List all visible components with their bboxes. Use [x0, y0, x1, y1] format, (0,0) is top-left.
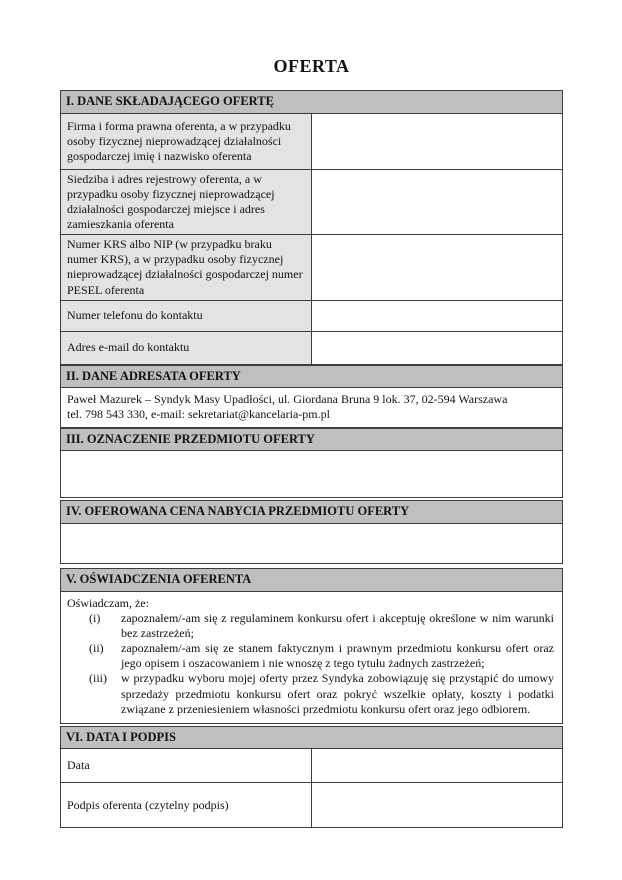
section-vi-header: VI. DATA I PODPIS [61, 726, 563, 749]
field-label-telefon: Numer telefonu do kontaktu [61, 300, 312, 331]
section-vi-table [60, 726, 563, 829]
declaration-item [67, 671, 556, 716]
field-value-podpis[interactable] [312, 783, 563, 828]
declaration-marker: (i) [89, 610, 101, 625]
addressee-line-1: Paweł Mazurek – Syndyk Masy Upadłości, ul. Giordana Bruna 9 lok. 37, 02-594 Warszawa [67, 392, 508, 407]
field-value-firma[interactable] [312, 113, 563, 169]
section-iii-header: III. OZNACZENIE PRZEDMIOTU OFERTY [61, 428, 563, 451]
section-i-table [60, 90, 563, 365]
field-label-firma: Firma i forma prawna oferenta, a w przypadku osoby fizycznej nieprowadzącej działalności gospodarczej imię i nazwisko oferenta [61, 113, 312, 169]
declaration-item [67, 641, 556, 671]
table-row [61, 783, 563, 828]
field-value-przedmiot-oferty[interactable] [61, 451, 563, 498]
table-row [61, 749, 563, 783]
declaration-text: w przypadku wyboru mojej oferty przez Syndyka zobowiązuję się przystąpić do umowy sprzedaży przedmiotu konkursu ofert oraz pokryć wszelkie opłaty, koszty i podatki związane z przeniesieniem własności przedmiotu konkursu ofert oraz jego odbiorem. [121, 671, 554, 716]
field-value-cena-nabycia[interactable] [61, 524, 563, 564]
declaration-marker: (ii) [89, 641, 104, 656]
table-row [61, 331, 563, 364]
field-value-siedziba[interactable] [312, 169, 563, 234]
field-label-krs-nip: Numer KRS albo NIP (w przypadku braku numer KRS), a w przypadku osoby fizycznej nieprowadzącej działalności gospodarczej numer PESEL oferenta [61, 235, 312, 300]
section-i-header: I. DANE SKŁADAJĄCEGO OFERTĘ [61, 91, 563, 114]
declaration-item [67, 611, 556, 641]
table-row [61, 524, 563, 564]
declarations-body [61, 591, 563, 723]
document-content [60, 56, 563, 828]
table-row [61, 451, 563, 498]
table-row [61, 591, 563, 723]
declaration-marker: (iii) [89, 671, 107, 686]
table-row [61, 300, 563, 331]
section-v-header: V. OŚWIADCZENIA OFERENTA [61, 569, 563, 592]
declaration-text: zapoznałem/-am się z regulaminem konkursu ofert i akceptuję określone w nim warunki bez zastrzeżeń; [121, 610, 554, 641]
field-value-telefon[interactable] [312, 300, 563, 331]
field-label-podpis: Podpis oferenta (czytelny podpis) [61, 783, 312, 828]
section-v-table [60, 568, 563, 724]
field-value-email[interactable] [312, 331, 563, 364]
section-iv-header: IV. OFEROWANA CENA NABYCIA PRZEDMIOTU OFERTY [61, 501, 563, 524]
field-label-siedziba: Siedziba i adres rejestrowy oferenta, a w przypadku osoby fizycznej nieprowadzącej działalności gospodarczej miejsce i adres zamieszkania oferenta [61, 169, 312, 234]
table-row [61, 388, 563, 427]
addressee-info [61, 388, 563, 427]
field-label-data: Data [61, 749, 312, 783]
section-iii-table [60, 428, 563, 499]
declaration-text: zapoznałem/-am się ze stanem faktycznym i prawnym przedmiotu konkursu ofert oraz jego opisem i oszacowaniem i nie wnoszę z tego tytułu żadnych zastrzeżeń; [121, 641, 554, 671]
table-row [61, 113, 563, 169]
field-value-data[interactable] [312, 749, 563, 783]
section-ii-table [60, 365, 563, 428]
table-row [61, 169, 563, 234]
field-label-email: Adres e-mail do kontaktu [61, 331, 312, 364]
addressee-line-2: tel. 798 543 330, e-mail: sekretariat@kancelaria-pm.pl [67, 407, 330, 422]
section-ii-header: II. DANE ADRESATA OFERTY [61, 365, 563, 388]
document-title: OFERTA [273, 56, 350, 76]
field-value-krs-nip[interactable] [312, 235, 563, 300]
table-row [61, 235, 563, 300]
declarations-intro: Oświadczam, że: [67, 595, 149, 610]
section-iv-table [60, 500, 563, 564]
